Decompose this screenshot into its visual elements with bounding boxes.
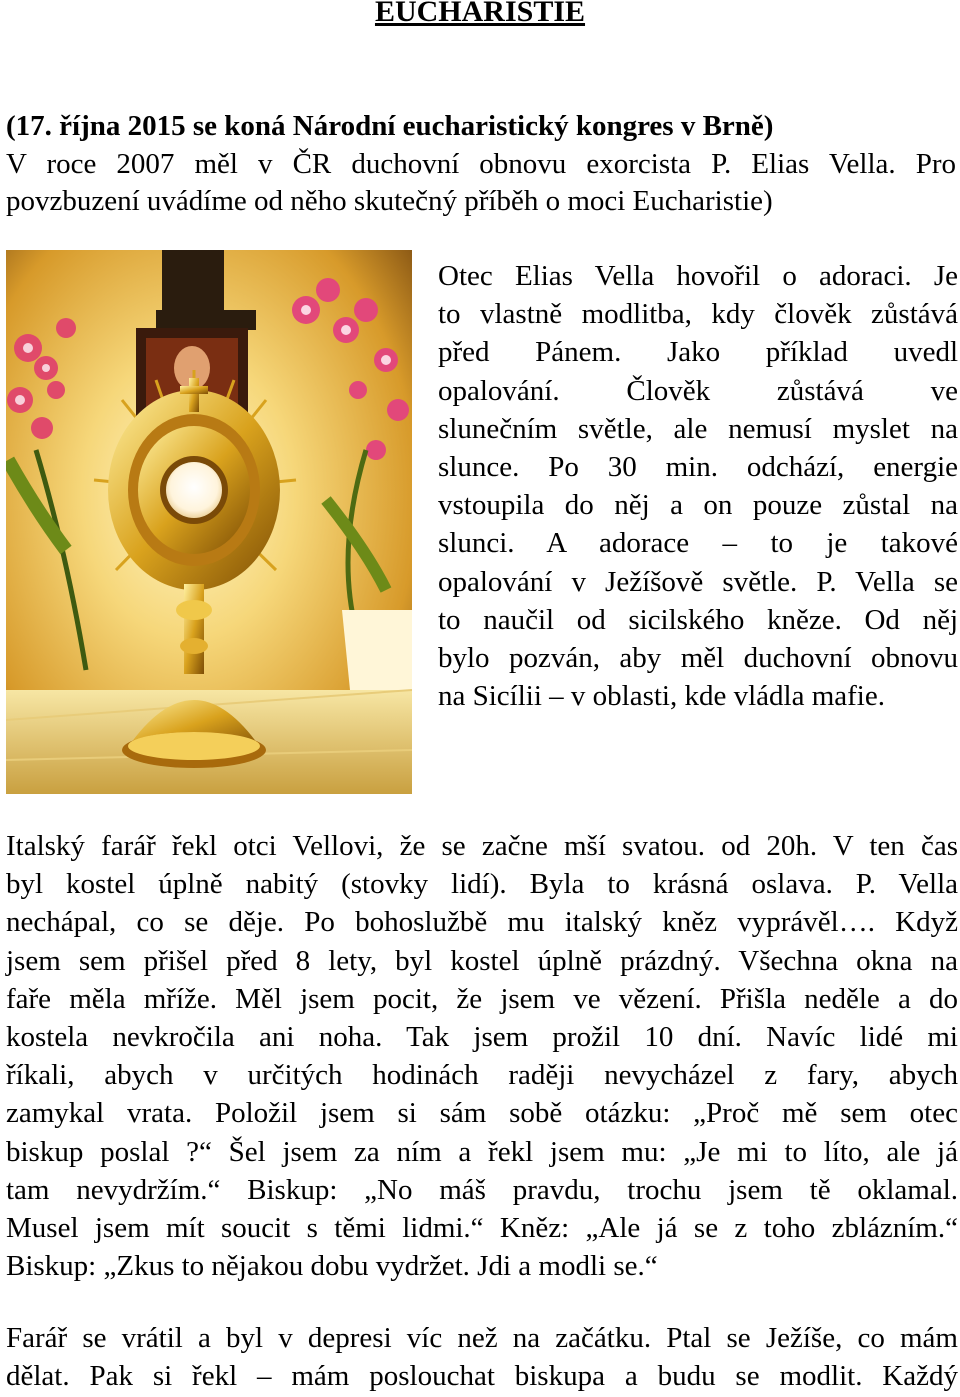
intro-text-line: povzbuzení uvádíme od něho skutečný příběh o moci Eucharistie)	[6, 185, 773, 217]
text-line: tam nevydržím.“ Biskup: „No máš pravdu, trochu jsem tě oklamal.	[6, 1173, 958, 1206]
text-line: Musel jsem mít soucit s těmi lidmi.“ Kněz: „Ale já se z toho zblázním.“	[6, 1212, 958, 1245]
text-line: nechápal, co se děje. Po bohoslužbě mu italský kněz vyprávěl…. Když	[6, 906, 958, 939]
intro-event-line: (17. října 2015 se koná Národní eucharistický kongres v Brně)	[6, 110, 774, 142]
continuation-paragraph	[6, 1319, 958, 1395]
text-line: slunce. Po 30 min. odchází, energie	[438, 451, 958, 484]
story-paragraph	[6, 827, 958, 1285]
text-line: vstoupila do něj a on pouze zůstal na	[438, 489, 958, 522]
page-title: EUCHARISTIE	[374, 0, 586, 28]
text-line: faře měla mříže. Měl jsem pocit, že jsem ve vězení. Přišla neděle a do	[6, 982, 958, 1015]
text-line: Farář se vrátil a byl v depresi víc než na začátku. Ptal se Ježíše, co mám	[6, 1322, 958, 1354]
text-line: dělat. Pak si řekl – mám poslouchat biskupa a budu se modlit. Každý	[6, 1360, 958, 1393]
intro-paragraph	[6, 108, 956, 221]
adoration-paragraph	[438, 257, 958, 715]
text-line: opalování. Člověk zůstává ve	[438, 374, 958, 407]
text-line: Otec Elias Vella hovořil o adoraci. Je	[438, 260, 958, 292]
text-line: byl kostel úplně nabitý (stovky lidí). Byla to krásná oslava. P. Vella	[6, 868, 958, 901]
text-line: říkali, abych v určitých hodinách raději nevycházel z fary, abych	[6, 1059, 958, 1092]
intro-text-line: V roce 2007 měl v ČR duchovní obnovu exorcista P. Elias Vella. Pro	[6, 147, 956, 180]
text-line: to naučil od sicilského kněze. Od něj	[438, 603, 958, 636]
text-line: zamykal vrata. Položil jsem si sám sobě otázku: „Proč mě sem otec	[6, 1097, 958, 1130]
text-line: jsem sem přišel před 8 lety, byl kostel úplně prázdný. Všechna okna na	[6, 944, 958, 977]
text-line: bylo pozván, aby měl duchovní obnovu	[438, 642, 958, 675]
text-line: před Pánem. Jako příklad uvedl	[438, 336, 958, 369]
text-line: biskup poslal ?“ Šel jsem za ním a řekl jsem mu: „Je mi to líto, ale já	[6, 1135, 958, 1168]
text-line: na Sicílii – v oblasti, kde vládla mafie.	[438, 680, 885, 713]
text-line: kostela nevkročila ani noha. Tak jsem prožil 10 dní. Navíc lidé mi	[6, 1021, 958, 1054]
text-line: Biskup: „Zkus to nějakou dobu vydržet. Jdi a modli se.“	[6, 1250, 658, 1283]
text-line: to vlastně modlitba, kdy člověk zůstává	[438, 298, 958, 331]
text-line: Italský farář řekl otci Vellovi, že se začne mší svatou. od 20h. V ten čas	[6, 830, 958, 862]
monstrance-photo	[6, 250, 412, 794]
text-line: opalování v Ježíšově světle. P. Vella se	[438, 565, 958, 598]
text-line: slunečním světle, ale nemusí myslet na	[438, 412, 958, 445]
text-line: slunci. A adorace – to je takové	[438, 527, 958, 560]
